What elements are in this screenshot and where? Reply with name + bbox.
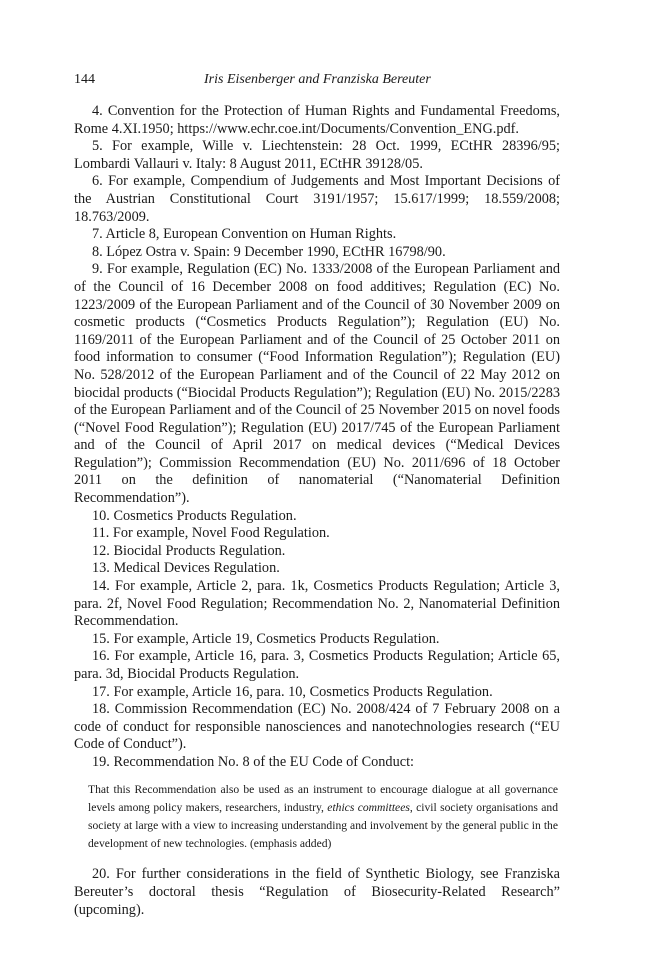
note-18: 18. Commission Recommendation (EC) No. 2008/424 of 7 February 2008 on a code of conduct for responsible nanosciences and nanotechnologies research (“EU Code of Conduct”). <box>74 701 560 753</box>
document-page <box>74 70 560 919</box>
note-17: 17. For example, Article 16, para. 10, Cosmetics Products Regulation. <box>92 683 493 700</box>
note-11: 11. For example, Novel Food Regulation. <box>92 525 330 542</box>
quote-text-before: That this Recommendation also be used as an instrument to encourage dialogue at all governance levels among policy makers, researchers, industry, <box>88 782 558 814</box>
note-16: 16. For example, Article 16, para. 3, Cosmetics Products Regulation; Article 65, para. 3d, Biocidal Products Regulation. <box>74 648 560 682</box>
note-10: 10. Cosmetics Products Regulation. <box>92 507 297 524</box>
note-8: 8. López Ostra v. Spain: 9 December 1990, ECtHR 16798/90. <box>92 243 446 260</box>
note-6: 6. For example, Compendium of Judgements and Most Important Decisions of the Austrian Constitutional Court 3191/1957; 15.617/1999; 18.559/2008; 18.763/2009. <box>74 173 560 225</box>
note-4: 4. Convention for the Protection of Human Rights and Fundamental Freedoms, Rome 4.XI.1950; https://www.echr.coe.int/Documents/Convention_ENG.pdf. <box>74 103 560 137</box>
note-12: 12. Biocidal Products Regulation. <box>92 542 286 559</box>
note-13: 13. Medical Devices Regulation. <box>92 560 280 577</box>
note-14: 14. For example, Article 2, para. 1k, Cosmetics Products Regulation; Article 3, para. 2f, Novel Food Regulation; Recommendation No. 2, Nanomaterial Definition Recommendation. <box>74 578 560 630</box>
note-19: 19. Recommendation No. 8 of the EU Code of Conduct: <box>92 753 415 770</box>
note-15: 15. For example, Article 19, Cosmetics Products Regulation. <box>92 630 440 647</box>
note-5: 5. For example, Wille v. Liechtenstein: 28 Oct. 1999, ECtHR 28396/95; Lombardi Vallauri v. Italy: 8 August 2011, ECtHR 39128/05. <box>74 138 560 172</box>
page-number: 144 <box>74 72 95 87</box>
note-20: 20. For further considerations in the field of Synthetic Biology, see Franziska Bereuter’s doctoral thesis “Regulation of Biosecurity-Related Research” (upcoming). <box>74 866 560 918</box>
note-7: 7. Article 8, European Convention on Human Rights. <box>92 226 397 243</box>
quote-emphasis: ethics committees <box>327 800 410 814</box>
block-quote <box>88 781 560 854</box>
running-head: Iris Eisenberger and Franziska Bereuter <box>204 72 431 87</box>
page-header <box>74 70 560 90</box>
endnotes <box>74 103 560 919</box>
quote-text-after: , civil society organisations and society at large with a view to increasing understanding and involvement by the general public in the development of new technologies. (emphasis added) <box>88 800 558 851</box>
note-9: 9. For example, Regulation (EC) No. 1333/2008 of the European Parliament and of the Council of 16 December 2008 on food additives; Regulation (EC) No. 1223/2009 of the European Parliament and of the Council of 30 November 2009 on cosmetic products (“Cosmetics Products Regulation”); Regulation (EU) No. 1169/2011 of the European Parliament and of the Council of 25 October 2011 on food information to consumer (“Food Information Regulation”); Regulation (EU) No. 528/2012 of the European Parliament and of the Council of 22 May 2012 on biocidal products (“Biocidal Products Regulation”); Regulation (EU) No. 2015/2283 of the European Parliament and of the Council of 25 November 2015 on novel foods (“Novel Food Regulation”); Regulation (EU) 2017/745 of the European Parliament and of the Council of April 2017 on medical devices (“Medical Devices Regulation”); Commission Recommendation (EU) No. 2011/696 of 18 October 2011 on the definition of nanomaterial (“Nanomaterial Definition Recommendation”). <box>74 261 560 507</box>
